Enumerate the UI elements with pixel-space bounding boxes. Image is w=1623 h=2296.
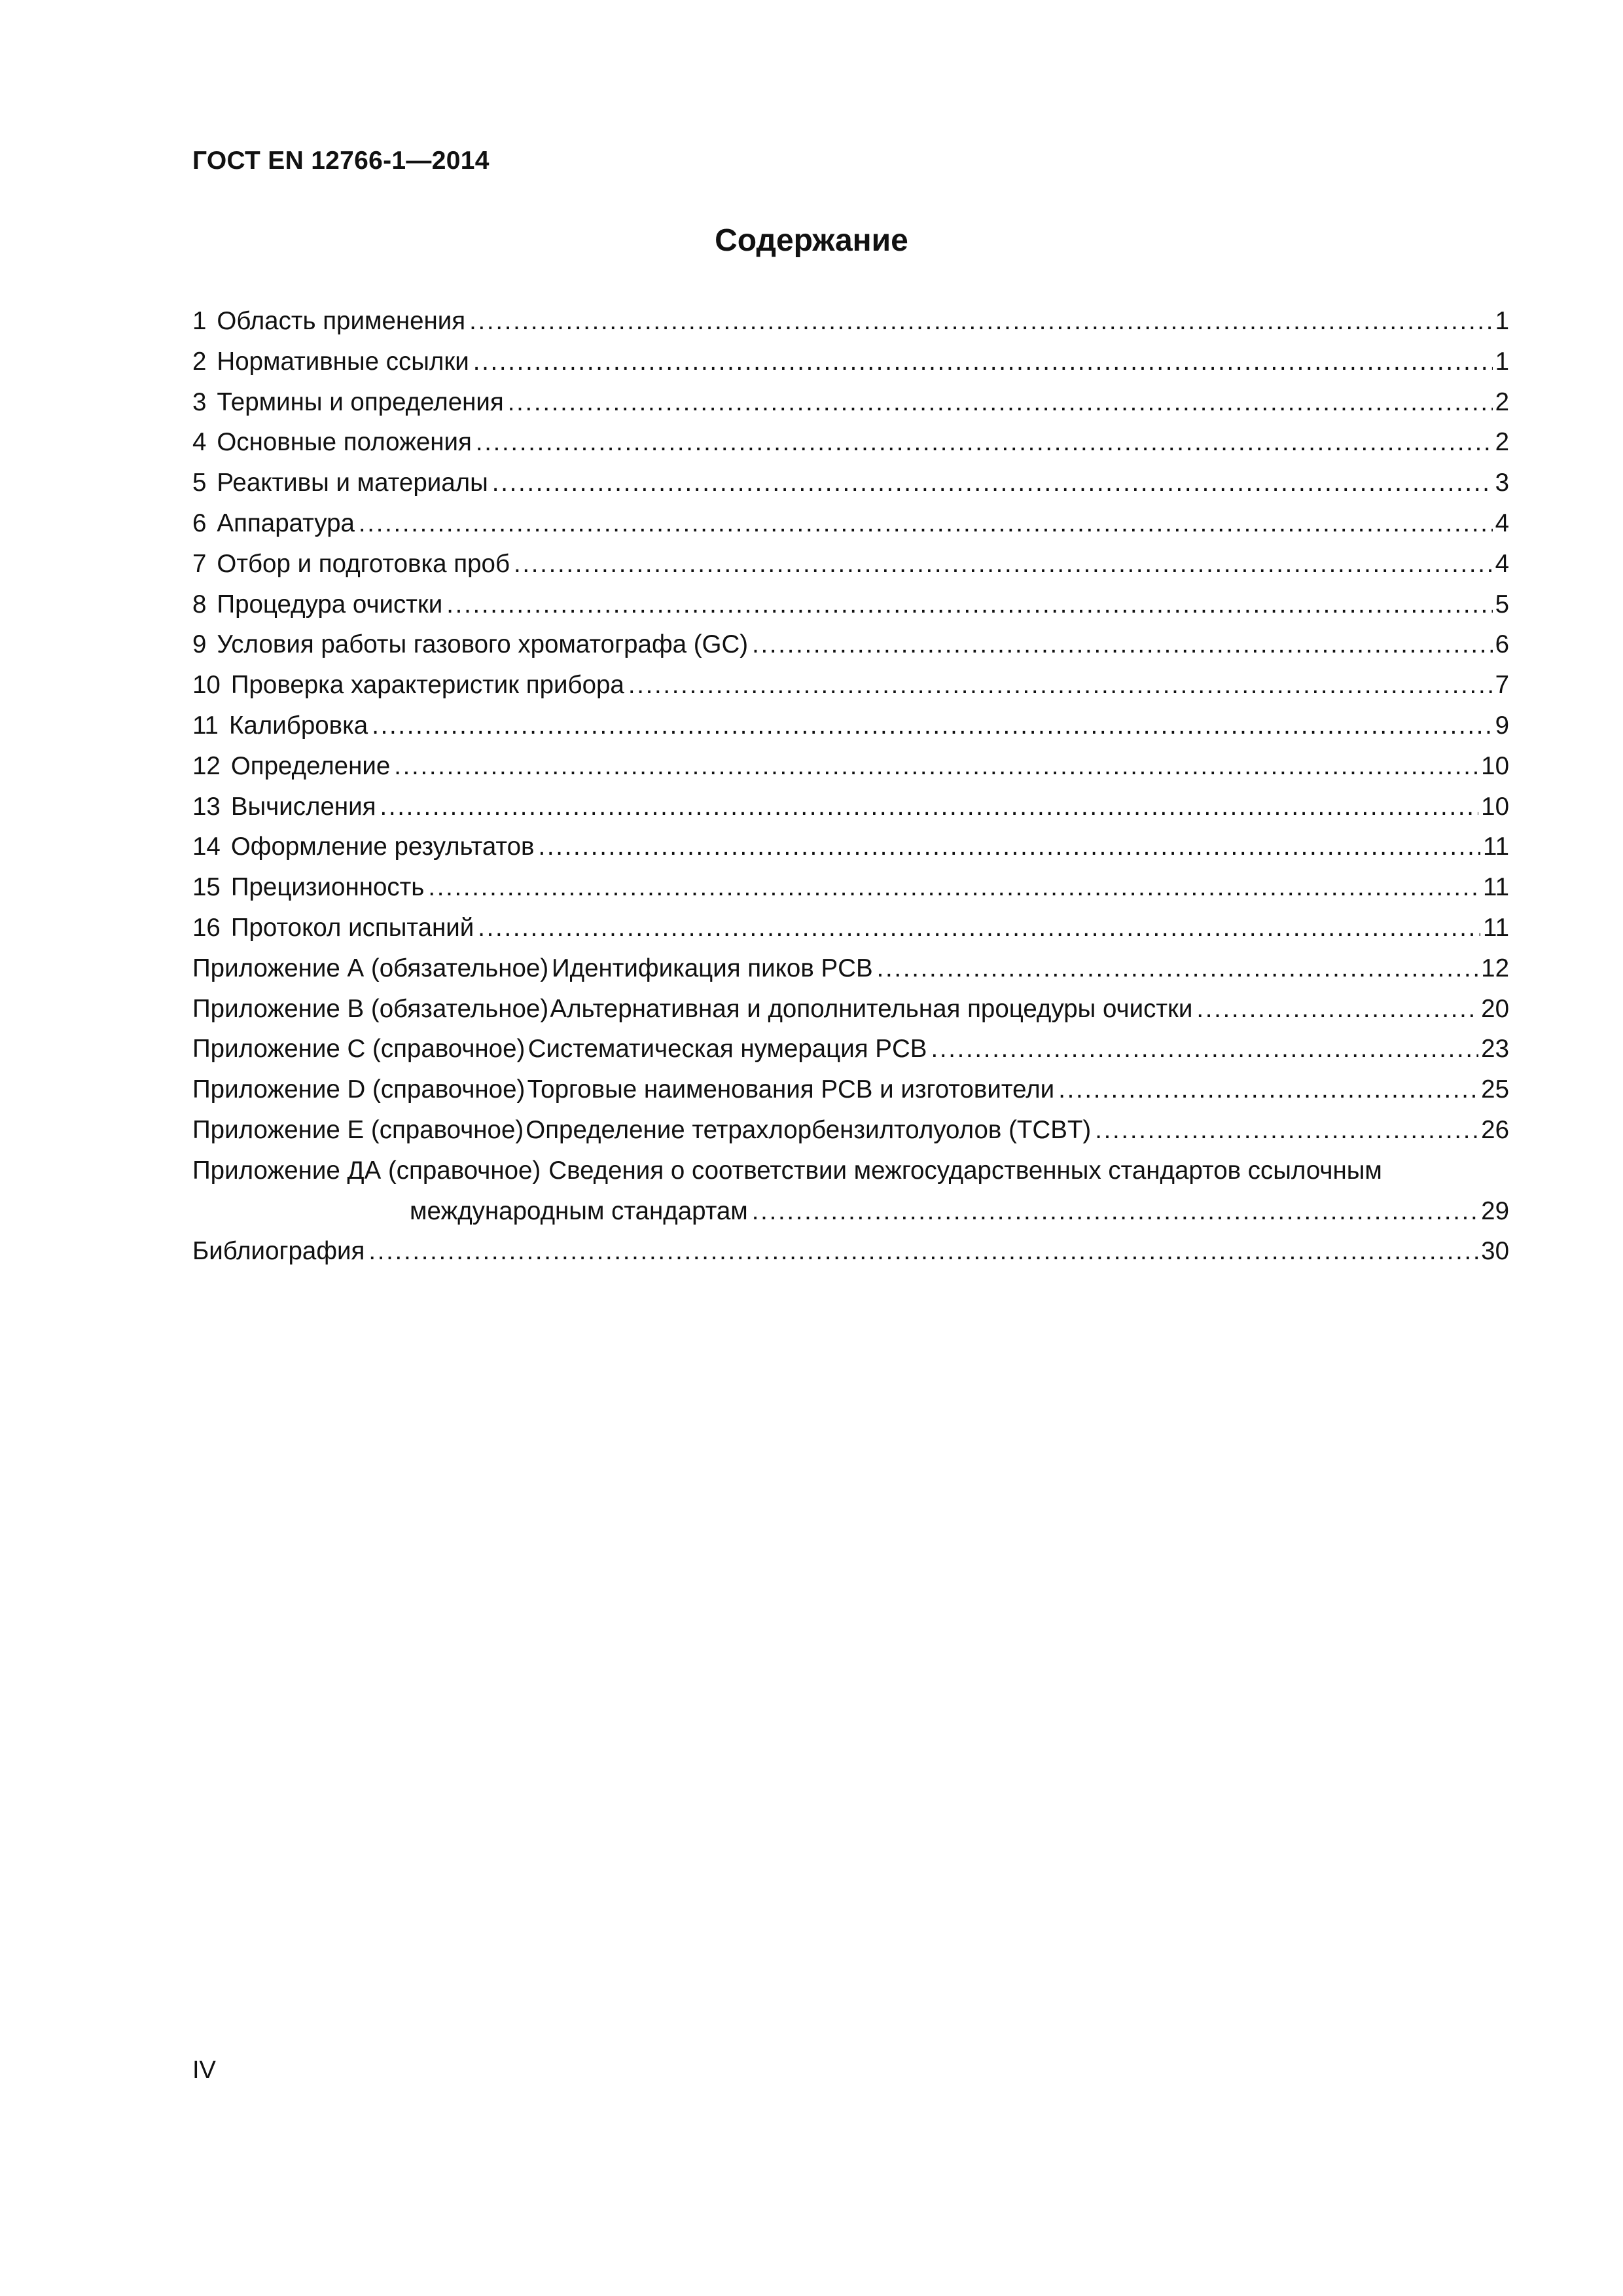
toc-entry-label: Проверка характеристик прибора	[230, 671, 624, 700]
toc-bibliography-entry[interactable]	[192, 1231, 1509, 1272]
toc-entry-label: Протокол испытаний	[230, 913, 474, 942]
dot-leader	[478, 908, 1480, 948]
dot-leader	[446, 584, 1492, 625]
dot-leader	[428, 867, 1480, 908]
dot-leader	[538, 827, 1480, 867]
toc-entry-number: 10	[192, 671, 221, 700]
dot-leader	[394, 746, 1478, 787]
toc-entry[interactable]	[192, 706, 1509, 746]
annex-da-second-line	[192, 1191, 1509, 1232]
toc-entry-number: 5	[192, 469, 207, 497]
annex-prefix: Приложение ДА (справочное)	[192, 1156, 541, 1185]
table-of-contents	[192, 301, 1509, 1272]
toc-annex-entry[interactable]	[192, 1110, 1509, 1151]
toc-entry-page: 4	[1495, 509, 1509, 537]
annex-label-line-2: международным стандартам	[410, 1196, 748, 1225]
toc-entry-page: 1	[1495, 307, 1509, 335]
dot-leader	[1058, 1069, 1478, 1110]
toc-entry-number: 1	[192, 307, 207, 335]
toc-entry[interactable]	[192, 463, 1509, 503]
toc-entry[interactable]	[192, 584, 1509, 625]
toc-entry-number: 3	[192, 387, 207, 416]
annex-label: Торговые наименования PCB и изготовители	[527, 1075, 1055, 1104]
dot-leader	[1095, 1110, 1478, 1151]
document-code: ГОСТ EN 12766-1—2014	[192, 147, 490, 175]
toc-entry[interactable]	[192, 827, 1509, 867]
toc-entry-number: 15	[192, 873, 221, 902]
toc-title: Содержание	[715, 223, 908, 258]
toc-entry-label: Условия работы газового хроматографа (GC)	[217, 630, 749, 659]
annex-da-first-line	[192, 1151, 1509, 1191]
toc-annex-entry[interactable]	[192, 1029, 1509, 1069]
dot-leader	[368, 1231, 1478, 1272]
toc-entry-page: 1	[1495, 347, 1509, 376]
toc-entry-label: Область применения	[217, 307, 466, 335]
toc-entry-page: 9	[1495, 711, 1509, 740]
dot-leader	[514, 544, 1493, 584]
toc-entry-number: 7	[192, 549, 207, 578]
toc-entry[interactable]	[192, 503, 1509, 544]
toc-annex-entry[interactable]	[192, 1069, 1509, 1110]
dot-leader	[508, 382, 1493, 423]
toc-entry-label: Калибровка	[228, 711, 368, 740]
toc-annex-entry[interactable]	[192, 948, 1509, 989]
annex-prefix: Приложение Е (справочное)	[192, 1115, 524, 1144]
toc-entry[interactable]	[192, 342, 1509, 382]
dot-leader	[931, 1029, 1478, 1069]
toc-entry-label: Термины и определения	[217, 387, 504, 416]
toc-entry-page: 2	[1495, 387, 1509, 416]
dot-leader	[492, 463, 1493, 503]
toc-entry-number: 12	[192, 751, 221, 780]
annex-prefix: Приложение D (справочное)	[192, 1075, 526, 1104]
toc-annex-da-entry[interactable]	[192, 1151, 1509, 1232]
dot-leader	[628, 665, 1493, 706]
toc-entry-page: 3	[1495, 469, 1509, 497]
annex-label: Идентификация пиков PCB	[551, 954, 873, 982]
annex-label: Определение тетрахлорбензилтолуолов (TCBT)	[526, 1115, 1092, 1144]
toc-entry-number: 11	[192, 711, 219, 740]
toc-entry-page: 5	[1495, 590, 1509, 619]
toc-entry-label: Нормативные ссылки	[217, 347, 469, 376]
dot-leader	[372, 706, 1492, 746]
toc-entry[interactable]	[192, 665, 1509, 706]
toc-entry-number: 16	[192, 913, 221, 942]
toc-entry-number: 4	[192, 428, 207, 457]
toc-entry-page: 11	[1483, 913, 1509, 942]
annex-label: Альтернативная и дополнительная процедуры очистки	[550, 994, 1193, 1023]
toc-entry-page: 2	[1495, 428, 1509, 457]
dot-leader	[1196, 989, 1478, 1030]
toc-entry-number: 14	[192, 833, 221, 861]
toc-entry-label: Определение	[230, 751, 391, 780]
dot-leader	[752, 624, 1492, 665]
page-number: IV	[192, 2056, 216, 2084]
toc-entry[interactable]	[192, 746, 1509, 787]
toc-entry[interactable]	[192, 867, 1509, 908]
toc-entry-page: 7	[1495, 671, 1509, 700]
toc-entry[interactable]	[192, 624, 1509, 665]
bibliography-label: Библиография	[192, 1237, 365, 1266]
toc-entry-page: 26	[1481, 1115, 1509, 1144]
toc-entry-label: Прецизионность	[230, 873, 425, 902]
toc-entry-page: 11	[1483, 833, 1509, 861]
dot-leader	[877, 948, 1479, 989]
annex-label: Систематическая нумерация PCB	[527, 1035, 927, 1064]
toc-entry-page: 12	[1481, 954, 1509, 982]
toc-entry-page: 10	[1481, 792, 1509, 821]
toc-entry[interactable]	[192, 301, 1509, 342]
toc-entry-page: 10	[1481, 751, 1509, 780]
toc-entry-number: 2	[192, 347, 207, 376]
toc-entry-page: 23	[1481, 1035, 1509, 1064]
annex-prefix: Приложение В (обязательное)	[192, 994, 549, 1023]
toc-entry-label: Вычисления	[230, 792, 376, 821]
toc-entry[interactable]	[192, 908, 1509, 948]
toc-entry-label: Аппаратура	[217, 509, 355, 537]
toc-annex-entry[interactable]	[192, 989, 1509, 1030]
annex-label-line-1: Сведения о соответствии межгосударственных стандартов ссылочным	[548, 1156, 1382, 1185]
toc-entry[interactable]	[192, 382, 1509, 423]
toc-entry-page: 11	[1483, 873, 1509, 902]
dot-leader	[380, 787, 1479, 827]
toc-entry-page: 30	[1481, 1237, 1509, 1266]
toc-entry-number: 6	[192, 509, 207, 537]
dot-leader	[752, 1191, 1478, 1232]
toc-entry-page: 25	[1481, 1075, 1509, 1104]
toc-entry-label: Реактивы и материалы	[217, 469, 488, 497]
toc-entry[interactable]	[192, 787, 1509, 827]
toc-entry-page: 29	[1481, 1196, 1509, 1225]
toc-entry-label: Отбор и подготовка проб	[217, 549, 510, 578]
toc-entry-label: Основные положения	[217, 428, 472, 457]
toc-entry-label: Процедура очистки	[217, 590, 443, 619]
dot-leader	[359, 503, 1493, 544]
toc-entry-page: 20	[1481, 994, 1509, 1023]
toc-entry-page: 6	[1495, 630, 1509, 659]
dot-leader	[473, 342, 1493, 382]
toc-entry-label: Оформление результатов	[230, 833, 535, 861]
dot-leader	[476, 422, 1493, 463]
dot-leader	[469, 301, 1492, 342]
toc-entry-number: 13	[192, 792, 221, 821]
annex-prefix: Приложение А (обязательное)	[192, 954, 549, 982]
annex-prefix: Приложение С (справочное)	[192, 1035, 526, 1064]
toc-entry-page: 4	[1495, 549, 1509, 578]
toc-entry-number: 9	[192, 630, 207, 659]
toc-entry[interactable]	[192, 544, 1509, 584]
toc-entry[interactable]	[192, 422, 1509, 463]
toc-entry-number: 8	[192, 590, 207, 619]
